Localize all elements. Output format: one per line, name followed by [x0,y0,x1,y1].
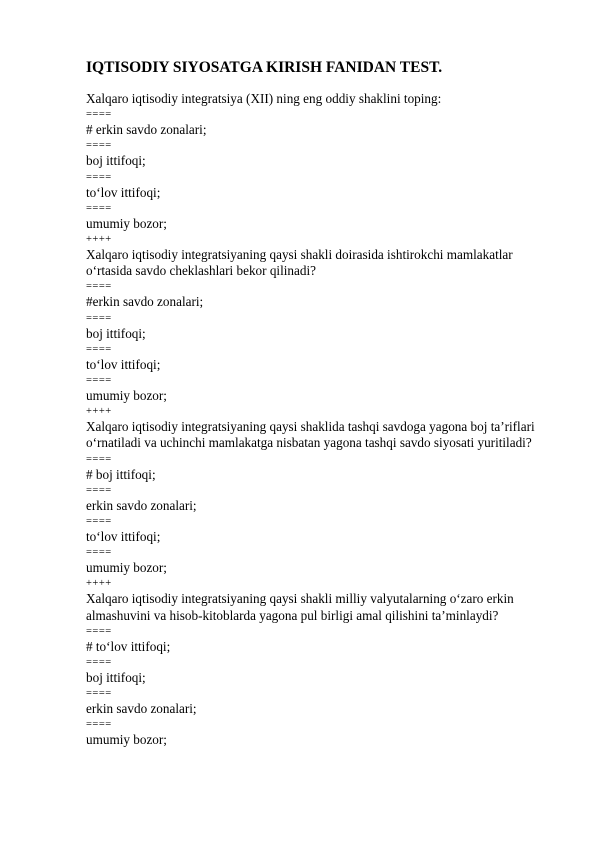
correct-answer: #erkin savdo zonalari; [86,294,204,310]
question-text: Xalqaro iqtisodiy integratsiyaning qaysi shakli doirasida ishtirokchi mamlakatlar o‘rtasida savdo cheklashlari bekor qilinadi? [86,247,513,279]
correct-answer: # boj ittifoqi; [86,466,156,482]
answer-option: erkin savdo zonalari; [86,497,197,513]
answer-option: to‘lov ittifoqi; [86,184,161,200]
document-title: IQTISODIY SIYOSATGA KIRISH FANIDAN TEST. [86,59,443,76]
answer-option: umumiy bozor; [86,388,167,404]
question-text: Xalqaro iqtisodiy integratsiya (XII) ning eng oddiy shaklini toping: [86,91,442,106]
correct-answer: # to‘lov ittifoqi; [86,638,171,654]
answer-option: boj ittifoqi; [86,670,146,686]
answer-option: to‘lov ittifoqi; [86,356,161,372]
question-separator: ++++ [86,234,112,246]
document-page [86,58,556,749]
answer-option: umumiy bozor; [86,732,167,748]
answer-separator: ==== [86,202,112,214]
answer-separator: ==== [86,453,112,465]
answer-option: umumiy bozor; [86,215,167,231]
answer-separator: ==== [86,375,112,387]
answer-separator: ==== [86,343,112,355]
answer-separator: ==== [86,171,112,183]
answer-option: umumiy bozor; [86,560,167,576]
answer-option: erkin savdo zonalari; [86,701,197,717]
answer-separator: ==== [86,109,112,121]
answer-separator: ==== [86,625,112,637]
answer-separator: ==== [86,657,112,669]
answer-separator: ==== [86,719,112,731]
answer-separator: ==== [86,312,112,324]
test-content [86,91,556,749]
correct-answer: # erkin savdo zonalari; [86,122,207,138]
question-separator: ++++ [86,578,112,590]
question-separator: ++++ [86,406,112,418]
answer-separator: ==== [86,281,112,293]
answer-option: boj ittifoqi; [86,325,146,341]
answer-option: boj ittifoqi; [86,153,146,169]
answer-option: to‘lov ittifoqi; [86,529,161,545]
answer-separator: ==== [86,484,112,496]
answer-separator: ==== [86,516,112,528]
answer-separator: ==== [86,140,112,152]
question-text: Xalqaro iqtisodiy integratsiyaning qaysi shakli milliy valyutalarning o‘zaro erkin almashuvini va hisob-kitoblarda yagona pul birligi amal qilishini ta’minlaydi? [86,591,514,623]
question-text: Xalqaro iqtisodiy integratsiyaning qaysi shaklida tashqi savdoga yagona boj ta’riflari o‘rnatiladi va uchinchi mamlakatga nisbatan yagona tashqi savdo siyosati yuritiladi? [86,419,535,451]
answer-separator: ==== [86,688,112,700]
answer-separator: ==== [86,547,112,559]
